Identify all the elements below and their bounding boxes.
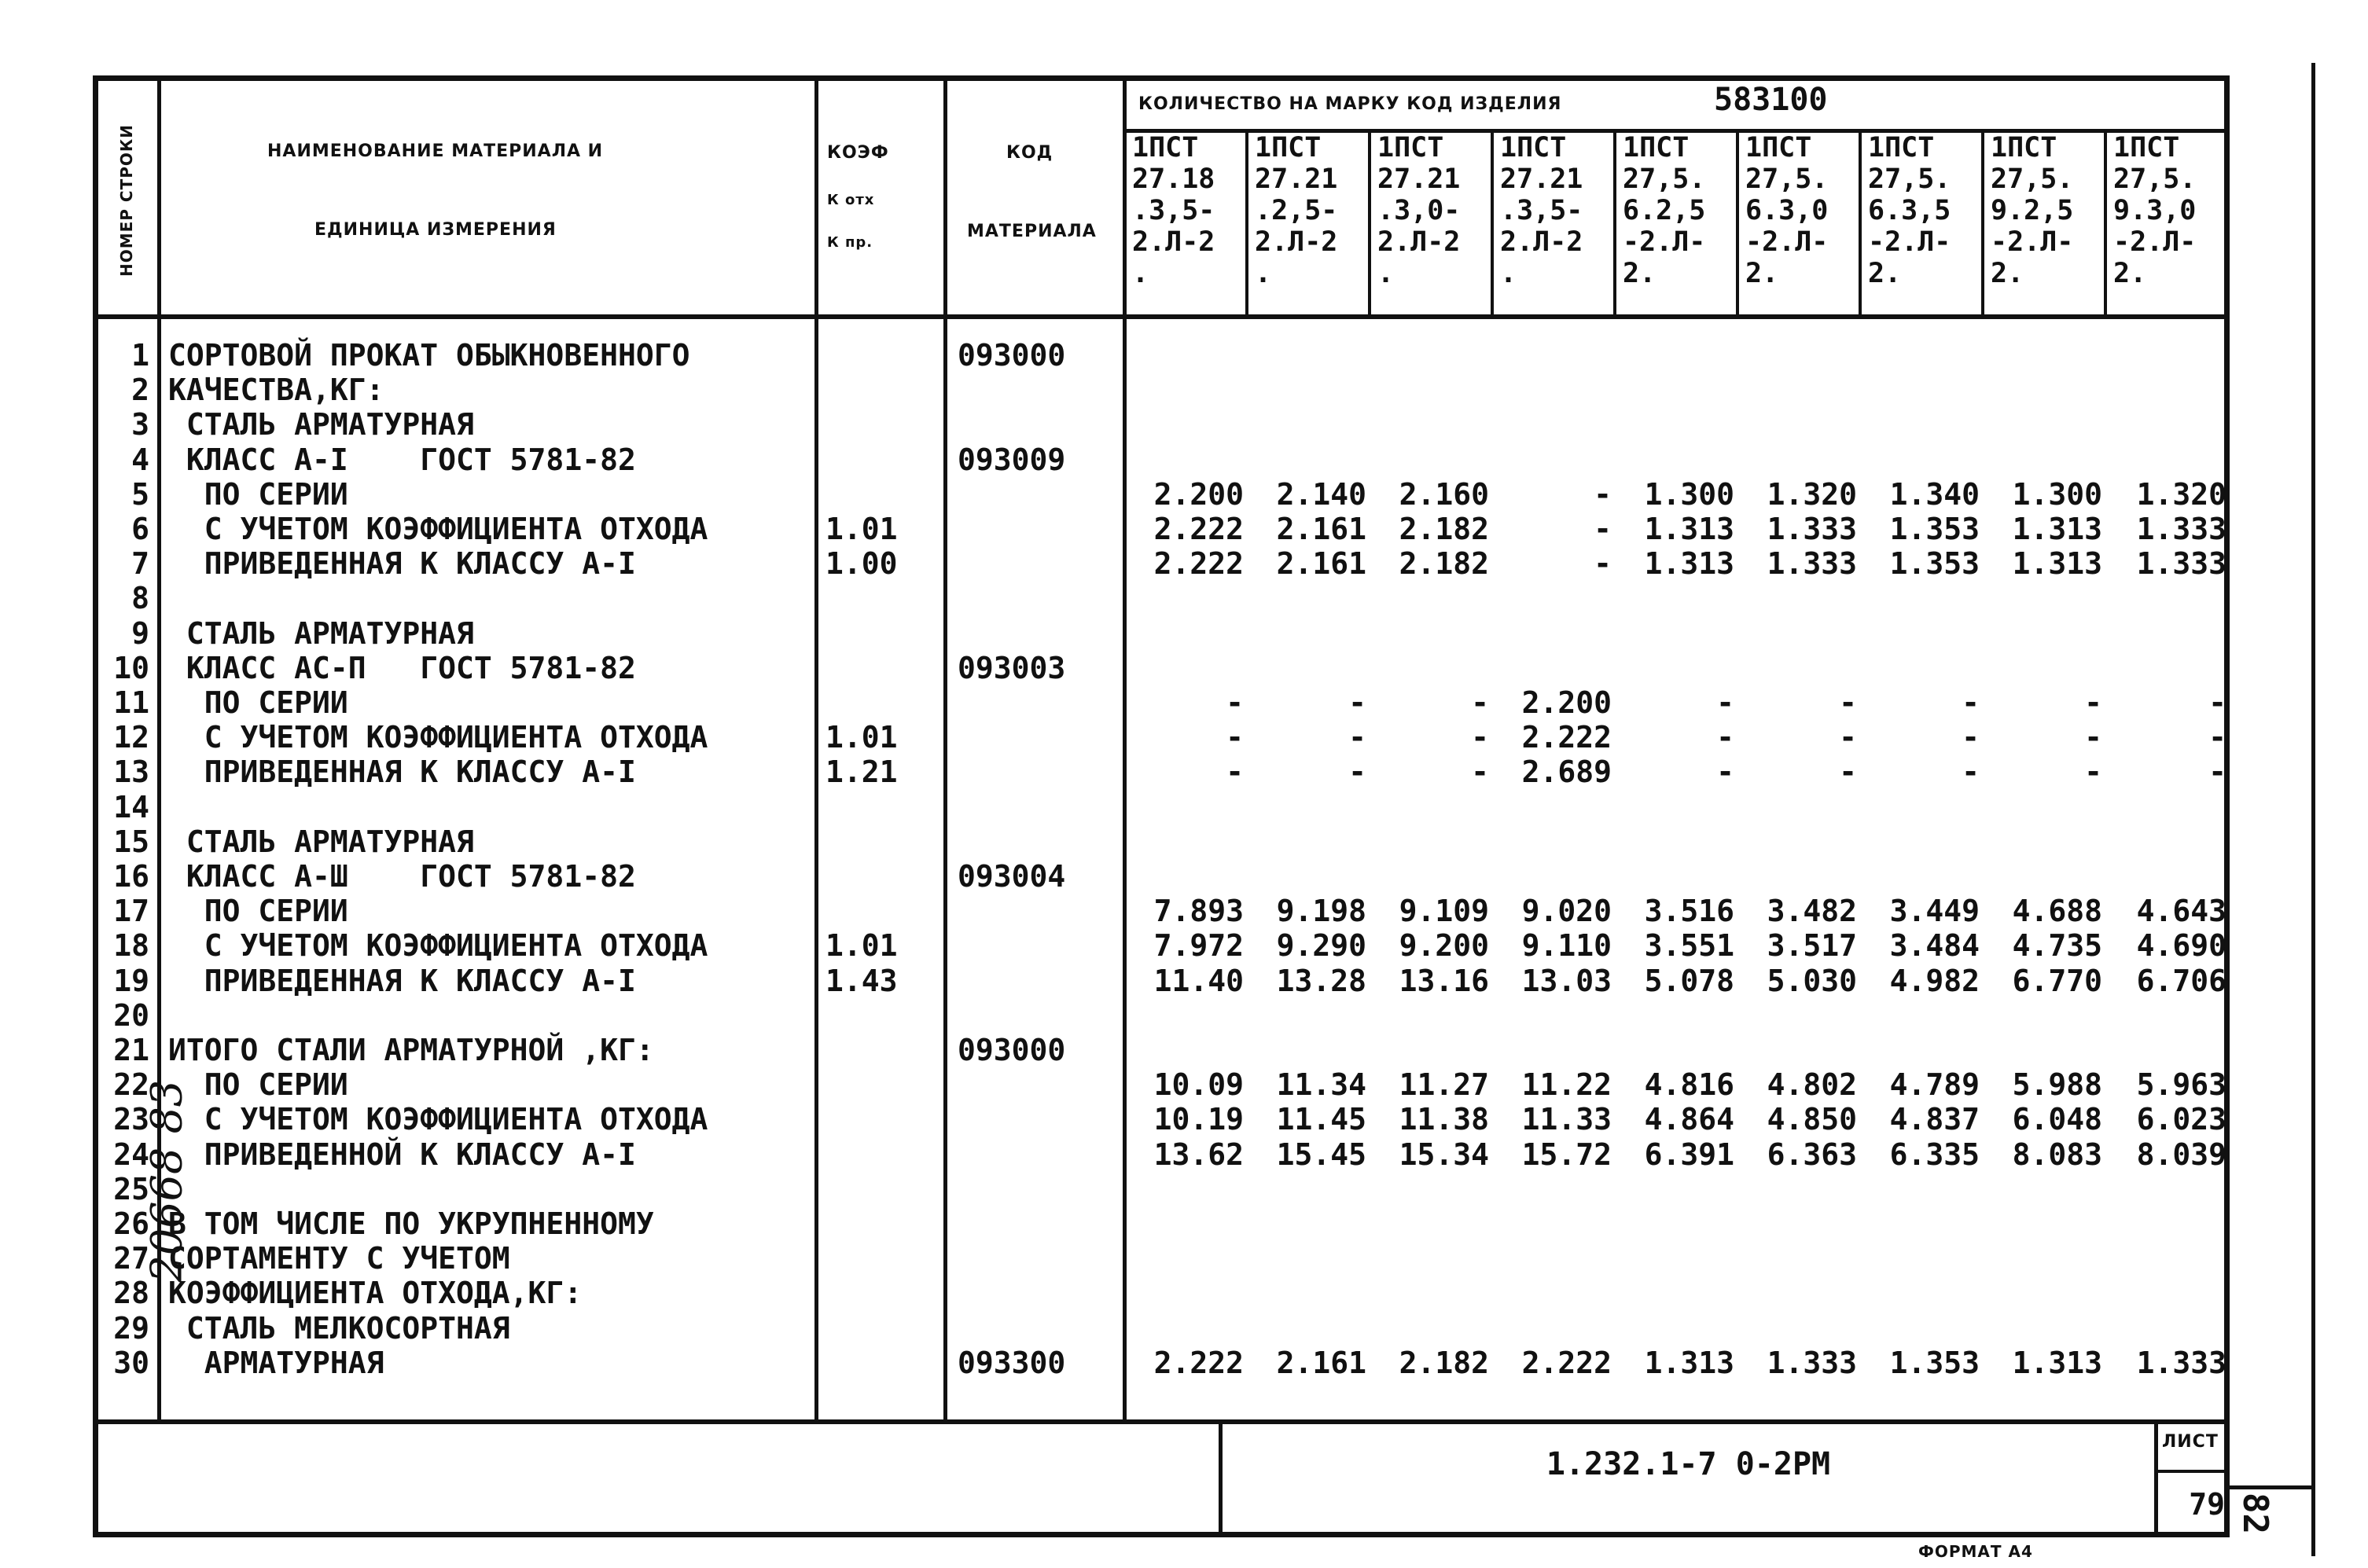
quantity-cell: - bbox=[1962, 685, 1980, 720]
quantity-cell: - bbox=[1839, 720, 1857, 755]
coefficient: 1.01 bbox=[825, 512, 898, 546]
quantity-cell: 13.03 bbox=[1521, 963, 1612, 998]
material-name: ИТОГО СТАЛИ АРМАТУРНОЙ ,КГ: bbox=[168, 1033, 654, 1067]
quantity-cell: 11.22 bbox=[1521, 1067, 1612, 1103]
quantity-cell: 9.200 bbox=[1399, 928, 1489, 964]
row-number-header: НОМЕР СТРОКИ bbox=[117, 124, 136, 277]
quantity-cell: 1.333 bbox=[1767, 512, 1857, 546]
quantity-cell: - bbox=[1716, 685, 1734, 720]
column-header: 1ПСТ 27,5. 9.2,5 -2.Л- 2. bbox=[1991, 132, 2074, 289]
quantity-cell: 2.161 bbox=[1276, 546, 1366, 582]
quantity-cell: 6.391 bbox=[1644, 1137, 1734, 1172]
quantity-cell: 15.34 bbox=[1399, 1137, 1489, 1172]
column-header: 1ПСТ 27,5. 6.3,5 -2.Л- 2. bbox=[1868, 132, 1951, 289]
row-number: 20 bbox=[113, 997, 149, 1033]
quantity-cell: 8.039 bbox=[2136, 1137, 2226, 1172]
quantity-cell: 9.110 bbox=[1521, 928, 1612, 964]
material-code: 093000 bbox=[958, 338, 1066, 373]
row-number: 18 bbox=[113, 928, 149, 964]
material-code: 093300 bbox=[958, 1345, 1066, 1380]
material-name: КЛАСС АС-П ГОСТ 5781-82 bbox=[168, 650, 636, 685]
quantity-cell: - bbox=[2208, 685, 2226, 720]
code-header: КОД bbox=[1006, 143, 1053, 163]
product-code: 583100 bbox=[1714, 82, 1828, 118]
material-name: ПРИВЕДЕННАЯ К КЛАССУ А-I bbox=[168, 546, 636, 582]
row-number: 17 bbox=[113, 894, 149, 929]
column-header: 1ПСТ 27.21 .3,5- 2.Л-2 . bbox=[1500, 132, 1583, 289]
quantity-cell: 2.161 bbox=[1276, 512, 1366, 546]
quantity-cell: - bbox=[1962, 720, 1980, 755]
quantity-cell: - bbox=[1348, 685, 1366, 720]
quantity-cell: 3.449 bbox=[1889, 894, 1980, 929]
row-number: 23 bbox=[113, 1102, 149, 1137]
material-name: С УЧЕТОМ КОЭФФИЦИЕНТА ОТХОДА bbox=[168, 928, 708, 964]
quantity-cell: 1.320 bbox=[1767, 476, 1857, 512]
row-number: 2 bbox=[131, 373, 149, 408]
column-header: 1ПСТ 27.21 .2,5- 2.Л-2 . bbox=[1255, 132, 1338, 289]
quantity-cell: 1.333 bbox=[2136, 1345, 2226, 1380]
row-number: 15 bbox=[113, 824, 149, 859]
quantity-cell: 4.690 bbox=[2136, 928, 2226, 964]
quantity-cell: 6.706 bbox=[2136, 963, 2226, 998]
quantity-cell: 4.837 bbox=[1889, 1102, 1980, 1137]
quantity-cell: 11.45 bbox=[1276, 1102, 1366, 1137]
quantity-cell: - bbox=[1594, 476, 1612, 512]
col-divider bbox=[943, 75, 947, 1419]
row-number: 1 bbox=[131, 338, 149, 373]
quantity-cell: 2.222 bbox=[1521, 1345, 1612, 1380]
material-name: СТАЛЬ АРМАТУРНАЯ bbox=[168, 615, 474, 651]
material-name: КАЧЕСТВА,КГ: bbox=[168, 373, 384, 408]
row-number: 3 bbox=[131, 407, 149, 442]
quantity-cell: 1.333 bbox=[1767, 1345, 1857, 1380]
quantity-cell: - bbox=[1348, 720, 1366, 755]
quantity-cell: 2.222 bbox=[1521, 720, 1612, 755]
row-number: 26 bbox=[113, 1206, 149, 1241]
row-number: 9 bbox=[131, 615, 149, 651]
quantity-cell: 2.689 bbox=[1521, 755, 1612, 790]
quantity-cell: - bbox=[2208, 755, 2226, 790]
footer-divider bbox=[2154, 1470, 2230, 1473]
row-number: 4 bbox=[131, 442, 149, 477]
column-header: 1ПСТ 27,5. 9.3,0 -2.Л- 2. bbox=[2113, 132, 2197, 289]
row-number: 8 bbox=[131, 581, 149, 616]
quantity-cell: 2.222 bbox=[1153, 1345, 1244, 1380]
coefficient: 1.21 bbox=[825, 755, 898, 790]
quantity-cell: 2.200 bbox=[1521, 685, 1612, 720]
quantity-cell: 4.643 bbox=[2136, 894, 2226, 929]
quantity-cell: 3.484 bbox=[1889, 928, 1980, 964]
quantity-cell: 1.333 bbox=[2136, 512, 2226, 546]
row-number: 13 bbox=[113, 755, 149, 790]
quantity-cell: 1.353 bbox=[1889, 546, 1980, 582]
quantity-cell: 1.313 bbox=[2012, 546, 2102, 582]
row-number: 25 bbox=[113, 1171, 149, 1206]
quantity-cell: 11.40 bbox=[1153, 963, 1244, 998]
quantity-cell: 1.313 bbox=[1644, 546, 1734, 582]
coef-reduce-header: К пр. bbox=[827, 234, 873, 251]
quantity-cell: 10.09 bbox=[1153, 1067, 1244, 1103]
quantity-cell: 2.160 bbox=[1399, 476, 1489, 512]
quantity-cell: 6.770 bbox=[2012, 963, 2102, 998]
quantity-cell: 1.340 bbox=[1889, 476, 1980, 512]
quantity-cell: - bbox=[2084, 720, 2102, 755]
format-label: ФОРМАТ А4 bbox=[1918, 1542, 2033, 1561]
quantity-cell: 6.335 bbox=[1889, 1137, 1980, 1172]
quantity-cell: 4.982 bbox=[1889, 963, 1980, 998]
quantity-cell: 2.182 bbox=[1399, 512, 1489, 546]
quantity-cell: 2.200 bbox=[1153, 476, 1244, 512]
quantity-cell: 6.048 bbox=[2012, 1102, 2102, 1137]
quantity-cell: - bbox=[1348, 755, 1366, 790]
right-margin-line bbox=[2311, 63, 2315, 1556]
material-code: 093004 bbox=[958, 859, 1066, 894]
quantity-cell: 5.988 bbox=[2012, 1067, 2102, 1103]
quantity-cell: 2.222 bbox=[1153, 512, 1244, 546]
material-code: 093003 bbox=[958, 650, 1066, 685]
quantity-cell: 11.27 bbox=[1399, 1067, 1489, 1103]
quantity-cell: 5.078 bbox=[1644, 963, 1734, 998]
quantity-cell: 4.816 bbox=[1644, 1067, 1734, 1103]
quantity-cell: 1.353 bbox=[1889, 1345, 1980, 1380]
quantity-cell: 7.972 bbox=[1153, 928, 1244, 964]
row-number: 6 bbox=[131, 512, 149, 546]
material-name: ПО СЕРИИ bbox=[168, 894, 348, 929]
sheet-number: 79 bbox=[2189, 1487, 2225, 1522]
quantity-cell: 6.023 bbox=[2136, 1102, 2226, 1137]
quantity-cell: - bbox=[1226, 755, 1244, 790]
row-number: 12 bbox=[113, 720, 149, 755]
quantity-cell: 11.34 bbox=[1276, 1067, 1366, 1103]
row-number: 27 bbox=[113, 1241, 149, 1276]
row-number: 5 bbox=[131, 476, 149, 512]
column-header: 1ПСТ 27,5. 6.3,0 -2.Л- 2. bbox=[1745, 132, 1829, 289]
quantity-cell: - bbox=[1471, 720, 1489, 755]
coefficient: 1.01 bbox=[825, 720, 898, 755]
footer-top-line bbox=[93, 1419, 2230, 1424]
quantity-cell: - bbox=[1471, 755, 1489, 790]
quantity-cell: 1.333 bbox=[2136, 546, 2226, 582]
row-number: 14 bbox=[113, 789, 149, 824]
quantity-cell: 9.198 bbox=[1276, 894, 1366, 929]
row-number: 30 bbox=[113, 1345, 149, 1380]
material-name: КОЭФФИЦИЕНТА ОТХОДА,КГ: bbox=[168, 1276, 583, 1311]
quantity-cell: 6.363 bbox=[1767, 1137, 1857, 1172]
quantity-cell: - bbox=[2208, 720, 2226, 755]
row-number: 28 bbox=[113, 1276, 149, 1311]
quantity-cell: 9.109 bbox=[1399, 894, 1489, 929]
quantity-cell: - bbox=[1839, 685, 1857, 720]
quantity-cell: 3.517 bbox=[1767, 928, 1857, 964]
material-name: ПО СЕРИИ bbox=[168, 1067, 348, 1103]
quantity-cell: 2.161 bbox=[1276, 1345, 1366, 1380]
material-code: 093000 bbox=[958, 1033, 1066, 1067]
quantity-cell: 9.020 bbox=[1521, 894, 1612, 929]
quantity-cell: 1.300 bbox=[1644, 476, 1734, 512]
row-number: 19 bbox=[113, 963, 149, 998]
quantity-cell: - bbox=[1226, 685, 1244, 720]
col-divider bbox=[814, 75, 818, 1419]
quantity-cell: 5.030 bbox=[1767, 963, 1857, 998]
quantity-cell: 4.864 bbox=[1644, 1102, 1734, 1137]
quantity-cell: 7.893 bbox=[1153, 894, 1244, 929]
row-number: 21 bbox=[113, 1033, 149, 1067]
unit-header: ЕДИНИЦА ИЗМЕРЕНИЯ bbox=[314, 220, 557, 240]
quantity-cell: 3.516 bbox=[1644, 894, 1734, 929]
quantity-cell: - bbox=[1594, 512, 1612, 546]
quantity-cell: 13.16 bbox=[1399, 963, 1489, 998]
material-name: С УЧЕТОМ КОЭФФИЦИЕНТА ОТХОДА bbox=[168, 720, 708, 755]
quantity-cell: 11.33 bbox=[1521, 1102, 1612, 1137]
quantity-cell: 13.28 bbox=[1276, 963, 1366, 998]
quantity-cell: 3.482 bbox=[1767, 894, 1857, 929]
quantity-cell: 2.182 bbox=[1399, 546, 1489, 582]
quantity-cell: 9.290 bbox=[1276, 928, 1366, 964]
material-name: СОРТОВОЙ ПРОКАТ ОБЫКНОВЕННОГО bbox=[168, 338, 690, 373]
quantity-cell: 1.320 bbox=[2136, 476, 2226, 512]
material-name: КЛАСС А-I ГОСТ 5781-82 bbox=[168, 442, 636, 477]
material-name: ПРИВЕДЕННАЯ К КЛАССУ А-I bbox=[168, 755, 636, 790]
quantity-cell: 4.789 bbox=[1889, 1067, 1980, 1103]
quantity-cell: 1.313 bbox=[2012, 1345, 2102, 1380]
quantity-cell: 11.38 bbox=[1399, 1102, 1489, 1137]
quantity-header: КОЛИЧЕСТВО НА МАРКУ КОД ИЗДЕЛИЯ bbox=[1138, 94, 1562, 114]
material-code: 093009 bbox=[958, 442, 1066, 477]
column-header: 1ПСТ 27,5. 6.2,5 -2.Л- 2. bbox=[1623, 132, 1706, 289]
row-number: 11 bbox=[113, 685, 149, 720]
coefficient: 1.00 bbox=[825, 546, 898, 582]
quantity-cell: 15.45 bbox=[1276, 1137, 1366, 1172]
material-name: В ТОМ ЧИСЛЕ ПО УКРУПНЕННОМУ bbox=[168, 1206, 654, 1241]
quantity-cell: 1.313 bbox=[1644, 512, 1734, 546]
quantity-cell: 1.353 bbox=[1889, 512, 1980, 546]
quantity-cell: 3.551 bbox=[1644, 928, 1734, 964]
quantity-cell: 1.300 bbox=[2012, 476, 2102, 512]
side-stamp: 20668 83 bbox=[142, 1079, 192, 1283]
row-number: 16 bbox=[113, 859, 149, 894]
coefficient: 1.01 bbox=[825, 928, 898, 964]
quantity-cell: - bbox=[1839, 755, 1857, 790]
quantity-cell: 13.62 bbox=[1153, 1137, 1244, 1172]
material-name: ПРИВЕДЕННАЯ К КЛАССУ А-I bbox=[168, 963, 636, 998]
quantity-cell: - bbox=[2084, 755, 2102, 790]
quantity-cell: - bbox=[1471, 685, 1489, 720]
sheet-label: ЛИСТ bbox=[2162, 1432, 2219, 1452]
quantity-cell: 10.19 bbox=[1153, 1102, 1244, 1137]
page-stamp: 82 bbox=[2234, 1493, 2275, 1534]
quantity-cell: 15.72 bbox=[1521, 1137, 1612, 1172]
material-name: С УЧЕТОМ КОЭФФИЦИЕНТА ОТХОДА bbox=[168, 1102, 708, 1137]
material-name: СТАЛЬ АРМАТУРНАЯ bbox=[168, 407, 474, 442]
footer-divider bbox=[2154, 1419, 2158, 1537]
row-number: 29 bbox=[113, 1310, 149, 1346]
row-number: 24 bbox=[113, 1137, 149, 1172]
material-name: СТАЛЬ МЕЛКОСОРТНАЯ bbox=[168, 1310, 510, 1346]
quantity-cell: 1.333 bbox=[1767, 546, 1857, 582]
quantity-cell: - bbox=[1594, 546, 1612, 582]
document-code: 1.232.1-7 0-2РМ bbox=[1546, 1446, 1831, 1482]
quantity-cell: - bbox=[1716, 720, 1734, 755]
quantity-cell: 8.083 bbox=[2012, 1137, 2102, 1172]
column-header: 1ПСТ 27.18 .3,5- 2.Л-2 . bbox=[1132, 132, 1215, 289]
material-name: КЛАСС А-Ш ГОСТ 5781-82 bbox=[168, 859, 636, 894]
quantity-cell: 2.182 bbox=[1399, 1345, 1489, 1380]
material-name: С УЧЕТОМ КОЭФФИЦИЕНТА ОТХОДА bbox=[168, 512, 708, 546]
quantity-cell: - bbox=[1226, 720, 1244, 755]
row-number: 22 bbox=[113, 1067, 149, 1103]
quantity-cell: 2.222 bbox=[1153, 546, 1244, 582]
stamp-box-line bbox=[2230, 1485, 2311, 1489]
quantity-cell: - bbox=[2084, 685, 2102, 720]
material-name: ПРИВЕДЕННОЙ К КЛАССУ А-I bbox=[168, 1137, 636, 1172]
quantity-cell: 1.313 bbox=[1644, 1345, 1734, 1380]
quantity-cell: 5.963 bbox=[2136, 1067, 2226, 1103]
material-name: СТАЛЬ АРМАТУРНАЯ bbox=[168, 824, 474, 859]
quantity-cell: - bbox=[1716, 755, 1734, 790]
coef-header: КОЭФ bbox=[827, 143, 889, 163]
quantity-cell: 4.735 bbox=[2012, 928, 2102, 964]
row-number: 7 bbox=[131, 546, 149, 582]
quantity-cell: 2.140 bbox=[1276, 476, 1366, 512]
row-number: 10 bbox=[113, 650, 149, 685]
quantity-cell: 4.850 bbox=[1767, 1102, 1857, 1137]
quantity-cell: - bbox=[1962, 755, 1980, 790]
material-name: АРМАТУРНАЯ bbox=[168, 1345, 384, 1380]
quantity-cell: 4.802 bbox=[1767, 1067, 1857, 1103]
material-name: ПО СЕРИИ bbox=[168, 476, 348, 512]
material-name-header: НАИМЕНОВАНИЕ МАТЕРИАЛА И bbox=[267, 141, 604, 161]
material-name: СОРТАМЕНТУ С УЧЕТОМ bbox=[168, 1241, 510, 1276]
code-header-2: МАТЕРИАЛА bbox=[967, 222, 1097, 241]
material-name: ПО СЕРИИ bbox=[168, 685, 348, 720]
coef-waste-header: К отх bbox=[827, 192, 875, 208]
quantity-cell: 1.313 bbox=[2012, 512, 2102, 546]
column-header: 1ПСТ 27.21 .3,0- 2.Л-2 . bbox=[1377, 132, 1461, 289]
coefficient: 1.43 bbox=[825, 963, 898, 998]
quantity-cell: 4.688 bbox=[2012, 894, 2102, 929]
